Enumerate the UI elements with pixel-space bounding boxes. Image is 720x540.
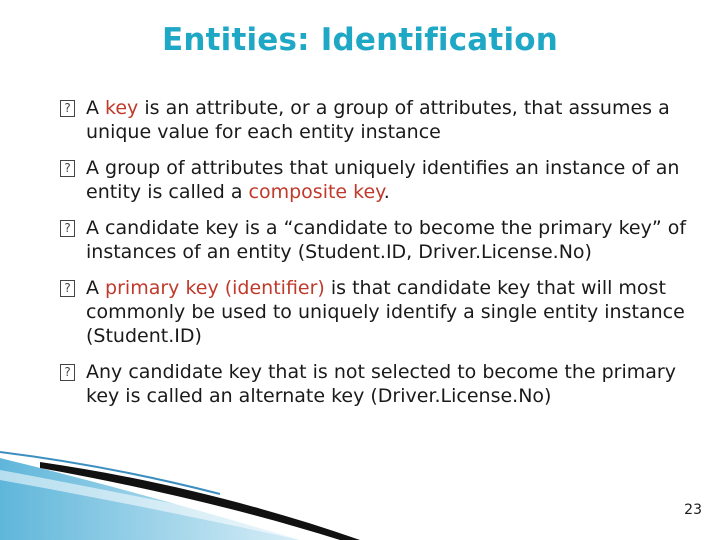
- bullet-text: A key is an attribute, or a group of attributes, that assumes a unique value for each entity instance: [86, 97, 670, 143]
- bullet-key-definition: [60, 96, 700, 144]
- bullet-box-icon: ?: [60, 280, 75, 297]
- bullet-box-icon: ?: [60, 220, 75, 237]
- bullet-box-icon: ?: [60, 160, 75, 177]
- bullet-primary-key: [60, 276, 700, 348]
- slide-title: Entities: Identification: [161, 22, 559, 58]
- bullet-box-icon: ?: [60, 364, 75, 381]
- bullet-text: A candidate key is a “candidate to become the primary key” of instances of an entity (Student.ID, Driver.License.No): [86, 217, 687, 263]
- page-number: 23: [684, 502, 702, 518]
- highlight-primary-key: primary key (identifier): [105, 277, 325, 299]
- bullet-text: A primary key (identifier) is that candidate key that will most commonly be used to uniquely identify a single entity instance (Student.ID): [86, 277, 685, 347]
- bullet-list: [60, 96, 700, 420]
- highlight-composite-key: composite key: [248, 181, 384, 203]
- bullet-box-icon: ?: [60, 100, 75, 117]
- bullet-candidate-key: [60, 216, 700, 264]
- highlight-key: key: [105, 97, 139, 119]
- bullet-text: Any candidate key that is not selected to become the primary key is called an alternate key (Driver.License.No): [86, 361, 676, 407]
- bullet-alternate-key: [60, 360, 700, 408]
- bullet-composite-key: [60, 156, 700, 204]
- bullet-text: A group of attributes that uniquely identifies an instance of an entity is called a composite key.: [86, 157, 680, 203]
